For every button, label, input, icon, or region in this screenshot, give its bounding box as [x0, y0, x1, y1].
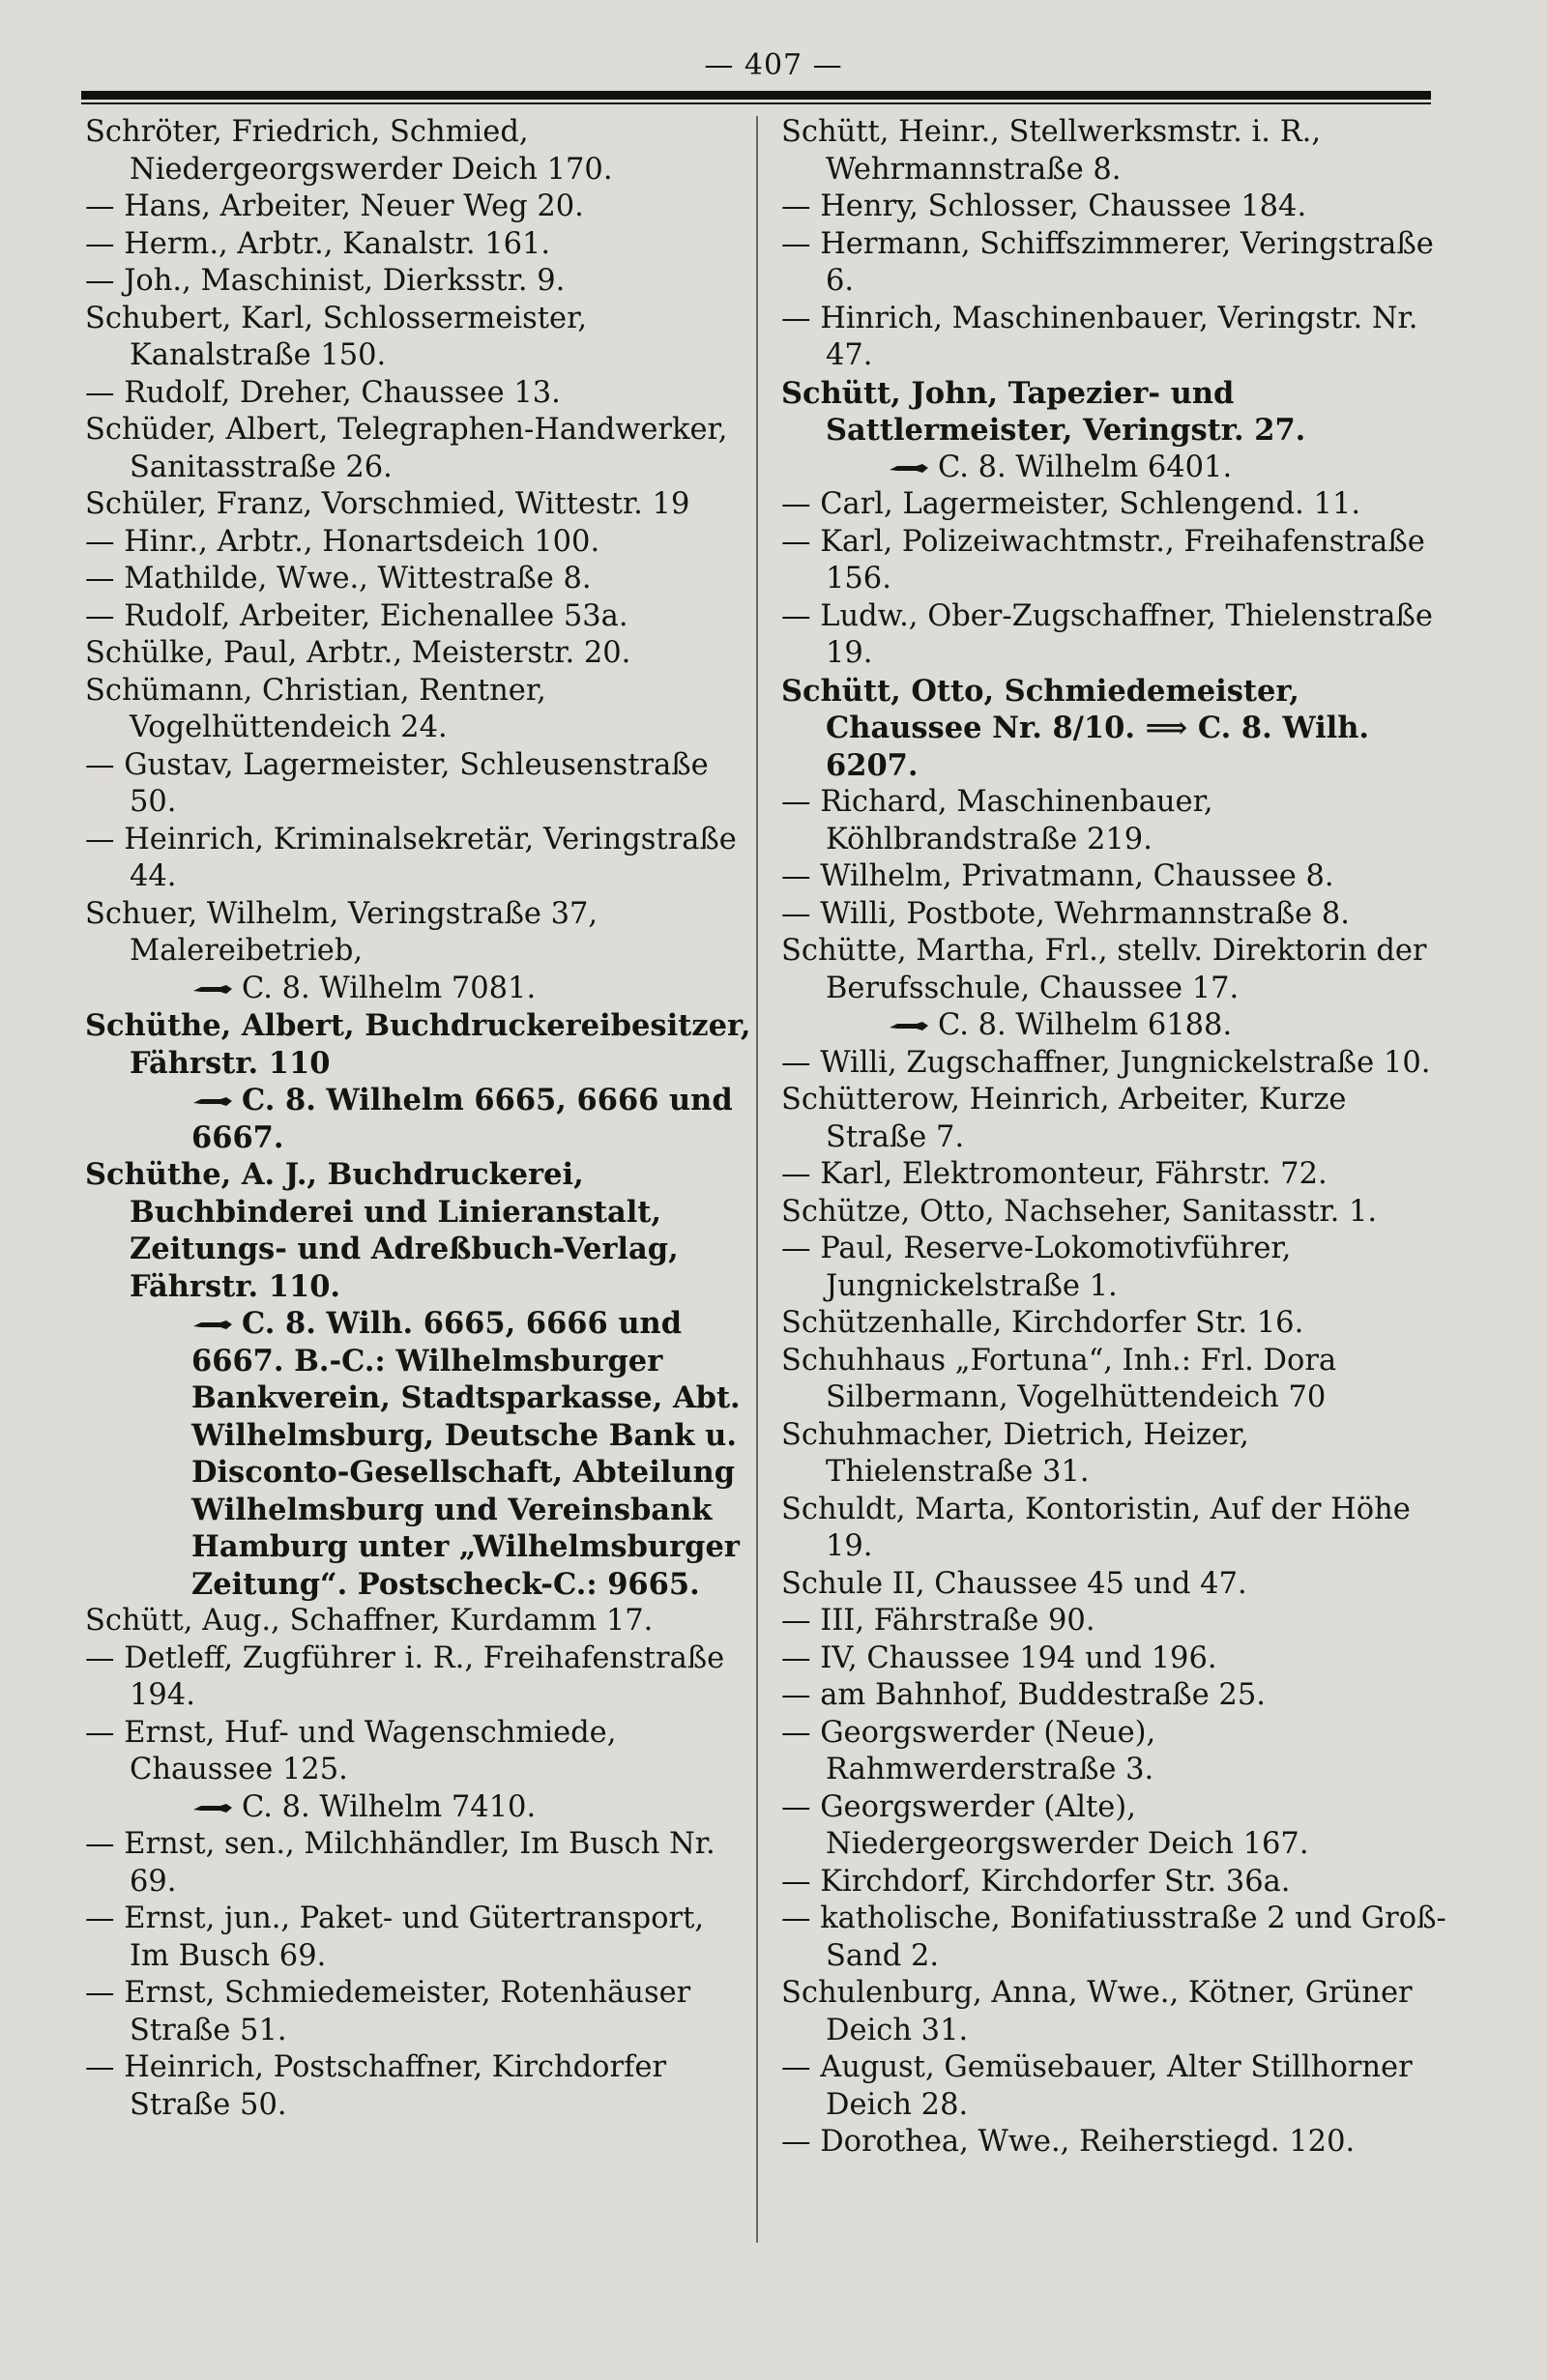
directory-entry: Schüthe, Albert, Buchdruckereibesitzer, Fährstr. 110	[85, 1008, 751, 1081]
page-number: — 407 —	[704, 48, 843, 82]
directory-entry: — August, Gemüsebauer, Alter Stillhorner Deich 28.	[781, 2050, 1413, 2122]
directory-entry: — Mathilde, Wwe., Wittestraße 8.	[85, 562, 592, 595]
directory-entry: — Gustav, Lagermeister, Schleusenstraße 50.	[85, 747, 709, 819]
directory-entry: — Ernst, Huf- und Wagenschmiede, Chaussee 125.	[85, 1715, 617, 1786]
directory-entry: — Rudolf, Arbeiter, Eichenallee 53a.	[85, 598, 628, 633]
telephone-icon	[191, 1095, 234, 1109]
directory-entry: — Ernst, Schmiedemeister, Rotenhäuser Straße 51.	[85, 1976, 691, 2047]
directory-entry: Schütt, Otto, Schmiedemeister, Chaussee Nr. 8/10. ⟹ C. 8. Wilh. 6207.	[781, 673, 1370, 783]
directory-entry: — Heinrich, Kriminalsekretär, Veringstraße 44.	[85, 822, 737, 893]
directory-entry: Schülke, Paul, Arbtr., Meisterstr. 20.	[85, 636, 631, 670]
directory-entry: — Wilhelm, Privatmann, Chaussee 8.	[781, 859, 1334, 893]
directory-entry: — Ludw., Ober-Zugschaffner, Thielenstraße 19.	[781, 598, 1433, 670]
directory-entry: Schröter, Friedrich, Schmied, Niedergeorgswerder Deich 170.	[85, 115, 613, 187]
directory-entry: — Hinrich, Maschinenbauer, Veringstr. Nr. 47.	[781, 301, 1418, 372]
directory-entry: Schuer, Wilhelm, Veringstraße 37, Malereibetrieb,	[85, 896, 598, 968]
directory-entry: — Heinrich, Postschaffner, Kirchdorfer Straße 50.	[85, 2050, 667, 2122]
directory-entry: — Karl, Elektromonteur, Fährstr. 72.	[781, 1157, 1328, 1191]
phone-text: C. 8. Wilhelm 7081.	[242, 971, 537, 1005]
telephone-icon	[888, 462, 930, 476]
telephone-icon	[191, 983, 234, 997]
directory-entry: Schütze, Otto, Nachseher, Sanitasstr. 1.	[781, 1194, 1378, 1229]
phone-text: C. 8. Wilhelm 7410.	[242, 1789, 537, 1824]
directory-entry: — III, Fährstraße 90.	[781, 1604, 1095, 1638]
directory-entry: — Carl, Lagermeister, Schlengend. 11.	[781, 487, 1361, 521]
right-column	[781, 114, 1448, 2162]
directory-entry: Schüder, Albert, Telegraphen-Handwerker, Sanitasstraße 26.	[85, 413, 728, 484]
phone-text: C. 8. Wilhelm 6188.	[938, 1008, 1233, 1042]
directory-entry: — IV, Chaussee 194 und 196.	[781, 1640, 1217, 1675]
phone-entry	[85, 971, 752, 1008]
directory-entry: Schütte, Martha, Frl., stellv. Direktorin der Berufsschule, Chaussee 17.	[781, 934, 1427, 1005]
directory-entry: — Detleff, Zugführer i. R., Freihafenstraße 194.	[85, 1640, 725, 1712]
directory-entry: — Joh., Maschinist, Dierksstr. 9.	[85, 264, 566, 298]
directory-entry: — Hermann, Schiffszimmerer, Veringstraße 6.	[781, 226, 1434, 298]
directory-entry: — Henry, Schlosser, Chaussee 184.	[781, 189, 1307, 223]
directory-entry: — Willi, Zugschaffner, Jungnickelstraße 10.	[781, 1045, 1431, 1080]
directory-entry: Schütterow, Heinrich, Arbeiter, Kurze Straße 7.	[781, 1083, 1347, 1154]
directory-entry: — Richard, Maschinenbauer, Köhlbrandstraße 219.	[781, 785, 1213, 856]
telephone-icon	[191, 1319, 234, 1332]
left-column	[85, 114, 752, 2124]
directory-entry: Schuhhaus „Fortuna“, Inh.: Frl. Dora Silbermann, Vogelhüttendeich 70	[781, 1343, 1337, 1414]
phone-text: C. 8. Wilh. 6665, 6666 und 6667. B.-C.: Wilhelmsburger Bankverein, Stadtsparkasse, Abt. Wilhelmsburg, Deutsche Bank u. Disconto-Gesellschaft, Abteilung Wilhelmsburg und Vereinsbank Hamburg unter „Wilhelmsburger Zeitung“. Postscheck-C.: 9665.	[191, 1306, 741, 1602]
directory-entry: — Paul, Reserve-Lokomotivführer, Jungnickelstraße 1.	[781, 1232, 1292, 1303]
directory-entry: — Kirchdorf, Kirchdorfer Str. 36a.	[781, 1864, 1291, 1899]
directory-entry: — katholische, Bonifatiusstraße 2 und Groß-Sand 2.	[781, 1901, 1446, 1973]
column-divider	[756, 116, 758, 2243]
phone-entry	[85, 1789, 752, 1827]
directory-entry: — Georgswerder (Neue), Rahmwerderstraße 3.	[781, 1715, 1156, 1786]
directory-entry: — Hans, Arbeiter, Neuer Weg 20.	[85, 189, 584, 223]
telephone-icon	[888, 1020, 930, 1033]
directory-entry: Schüthe, A. J., Buchdruckerei, Buchbinderei und Linieranstalt, Zeitungs- und Adreßbuch-Verlag, Fährstr. 110.	[85, 1157, 679, 1304]
directory-entry: Schütt, Aug., Schaffner, Kurdamm 17.	[85, 1604, 654, 1638]
directory-entry: — Georgswerder (Alte), Niedergeorgswerder Deich 167.	[781, 1789, 1309, 1861]
directory-entry: Schützenhalle, Kirchdorfer Str. 16.	[781, 1306, 1304, 1340]
directory-entry: Schubert, Karl, Schlossermeister, Kanalstraße 150.	[85, 301, 588, 372]
header-rule-thin	[81, 102, 1431, 104]
directory-entry: — Karl, Polizeiwachtmstr., Freihafenstraße 156.	[781, 524, 1425, 595]
phone-entry	[781, 1007, 1448, 1045]
directory-entry: — Herm., Arbtr., Kanalstr. 161.	[85, 226, 551, 261]
phone-entry	[85, 1305, 752, 1603]
directory-entry: — Willi, Postbote, Wehrmannstraße 8.	[781, 896, 1350, 931]
directory-entry: — Hinr., Arbtr., Honartsdeich 100.	[85, 524, 600, 559]
header-rule-thick	[81, 91, 1431, 100]
directory-entry: — Rudolf, Dreher, Chaussee 13.	[85, 375, 561, 410]
directory-entry: Schuldt, Marta, Kontoristin, Auf der Höhe 19.	[781, 1492, 1411, 1563]
directory-entry: Schütt, John, Tapezier- und Sattlermeister, Veringstr. 27.	[781, 375, 1306, 448]
directory-entry: Schulenburg, Anna, Wwe., Kötner, Grüner Deich 31.	[781, 1976, 1413, 2047]
directory-entry: — Dorothea, Wwe., Reiherstiegd. 120.	[781, 2125, 1356, 2159]
directory-entry: Schuhmacher, Dietrich, Heizer, Thielenstraße 31.	[781, 1417, 1249, 1489]
phone-entry	[781, 450, 1448, 487]
phone-text: C. 8. Wilhelm 6401.	[938, 450, 1233, 484]
directory-entry: Schümann, Christian, Rentner, Vogelhüttendeich 24.	[85, 673, 546, 744]
telephone-icon	[191, 1802, 234, 1815]
directory-entry: — am Bahnhof, Buddestraße 25.	[781, 1678, 1266, 1712]
directory-entry: Schüler, Franz, Vorschmied, Wittestr. 19	[85, 487, 690, 521]
directory-entry: — Ernst, sen., Milchhändler, Im Busch Nr. 69.	[85, 1827, 715, 1899]
phone-entry	[85, 1082, 752, 1156]
directory-entry: — Ernst, jun., Paket- und Gütertransport, Im Busch 69.	[85, 1901, 705, 1973]
directory-entry: Schütt, Heinr., Stellwerksmstr. i. R., Wehrmannstraße 8.	[781, 115, 1322, 187]
phone-text: C. 8. Wilhelm 6665, 6666 und 6667.	[191, 1083, 733, 1155]
directory-entry: Schule II, Chaussee 45 und 47.	[781, 1566, 1247, 1601]
